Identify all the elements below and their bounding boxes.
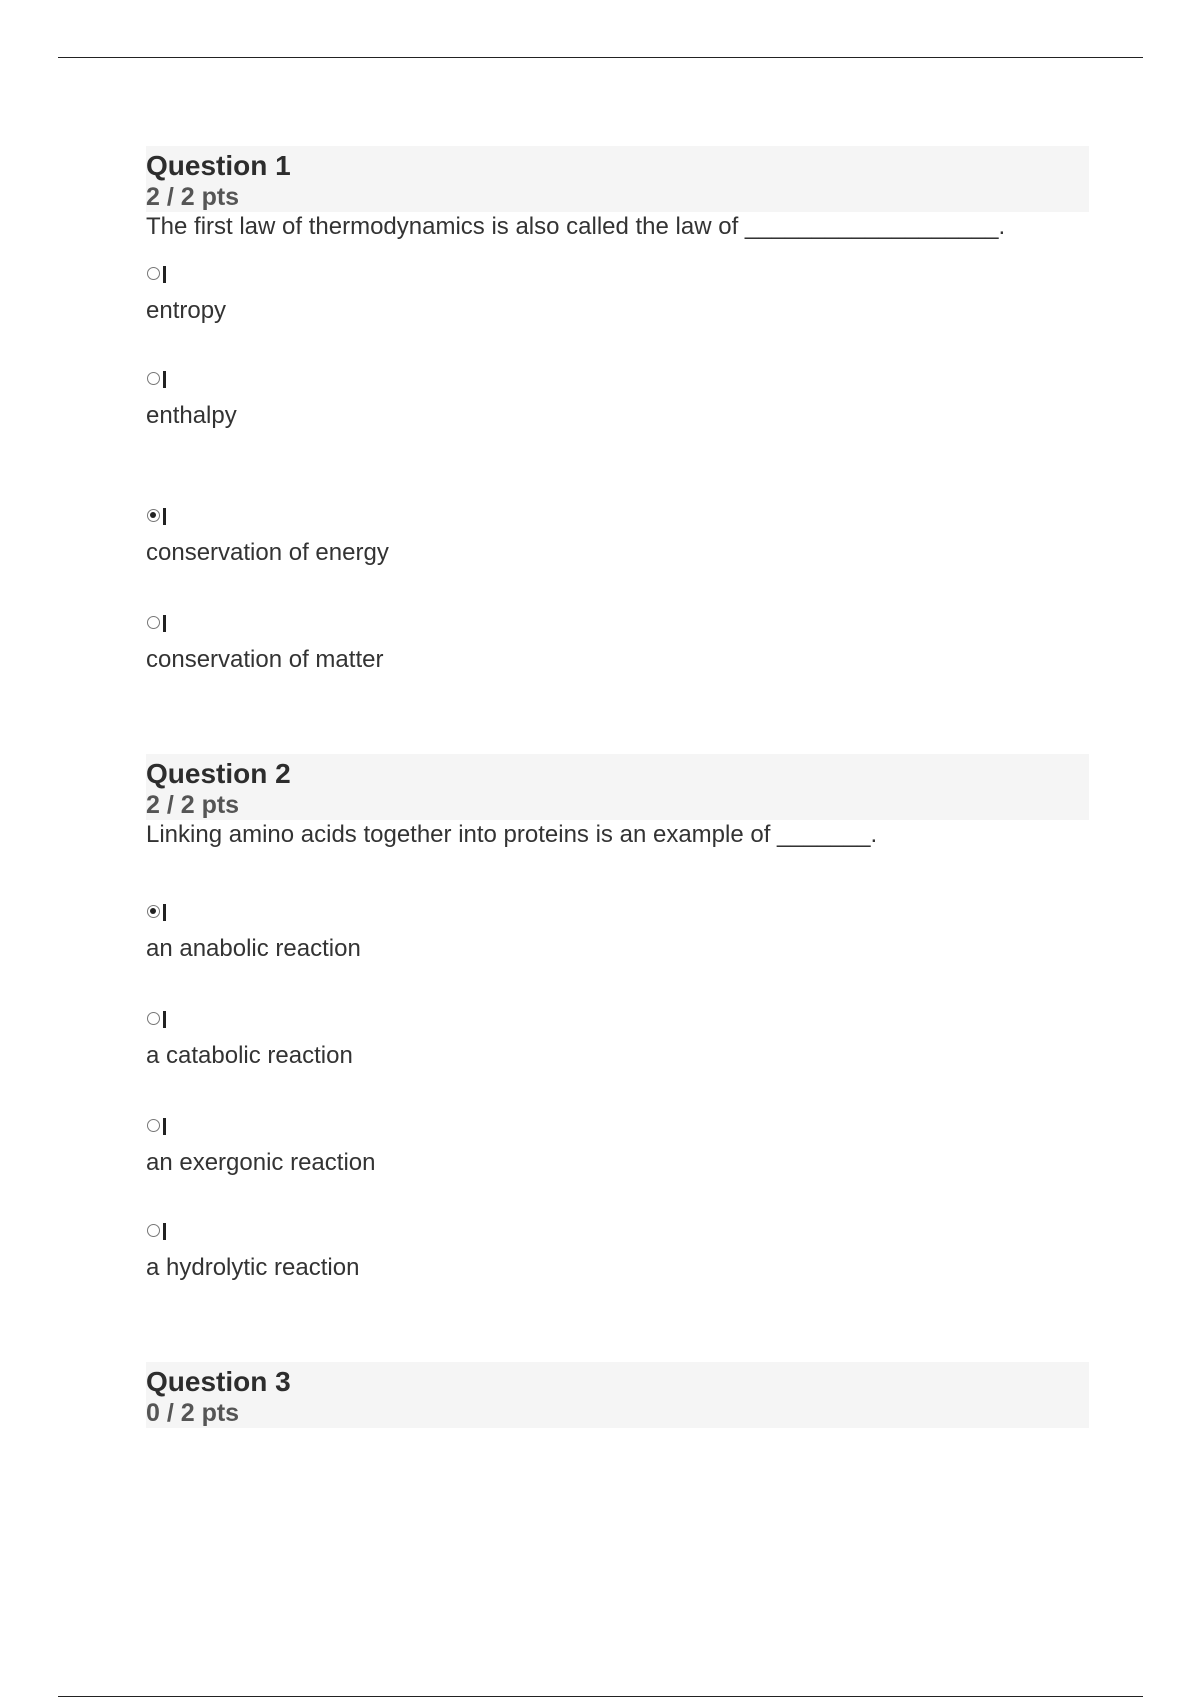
answer-option[interactable] bbox=[146, 369, 237, 431]
radio-button[interactable] bbox=[146, 613, 168, 635]
question-1 bbox=[146, 146, 1089, 673]
radio-button[interactable] bbox=[146, 1009, 168, 1031]
question-header bbox=[146, 754, 1089, 820]
radio-button-selected[interactable] bbox=[146, 506, 168, 528]
question-title: Question 2 bbox=[146, 758, 291, 789]
radio-button-selected[interactable] bbox=[146, 902, 168, 924]
bottom-divider bbox=[58, 1696, 1143, 1697]
answer-label: conservation of matter bbox=[146, 646, 384, 673]
answer-label: enthalpy bbox=[146, 402, 237, 429]
question-points: 2 / 2 pts bbox=[146, 183, 240, 211]
question-points: 0 / 2 pts bbox=[146, 1399, 240, 1427]
answer-label: an exergonic reaction bbox=[146, 1149, 376, 1176]
answer-option[interactable] bbox=[146, 1009, 353, 1071]
radio-button[interactable] bbox=[146, 264, 168, 286]
answer-option[interactable] bbox=[146, 1221, 359, 1283]
answer-label: a hydrolytic reaction bbox=[146, 1254, 360, 1281]
question-3 bbox=[146, 1362, 1089, 1428]
answer-option[interactable] bbox=[146, 264, 226, 326]
radio-button[interactable] bbox=[146, 1116, 168, 1138]
question-header bbox=[146, 1362, 1089, 1428]
question-text: The first law of thermodynamics is also called the law of ___________________. bbox=[146, 213, 1006, 240]
question-title: Question 3 bbox=[146, 1366, 291, 1397]
answer-option[interactable] bbox=[146, 506, 389, 568]
answer-option[interactable] bbox=[146, 1116, 375, 1178]
question-2 bbox=[146, 754, 1089, 1281]
answer-label: entropy bbox=[146, 297, 227, 324]
radio-button[interactable] bbox=[146, 369, 168, 391]
question-title: Question 1 bbox=[146, 150, 291, 181]
question-points: 2 / 2 pts bbox=[146, 791, 240, 819]
radio-button[interactable] bbox=[146, 1221, 168, 1243]
top-divider bbox=[58, 57, 1143, 58]
answer-option[interactable] bbox=[146, 902, 361, 964]
answer-label: conservation of energy bbox=[146, 539, 389, 566]
question-header bbox=[146, 146, 1089, 212]
answer-label: an anabolic reaction bbox=[146, 935, 361, 962]
question-text: Linking amino acids together into proteins is an example of _______. bbox=[146, 821, 878, 848]
answer-label: a catabolic reaction bbox=[146, 1042, 353, 1069]
answer-option[interactable] bbox=[146, 613, 383, 675]
